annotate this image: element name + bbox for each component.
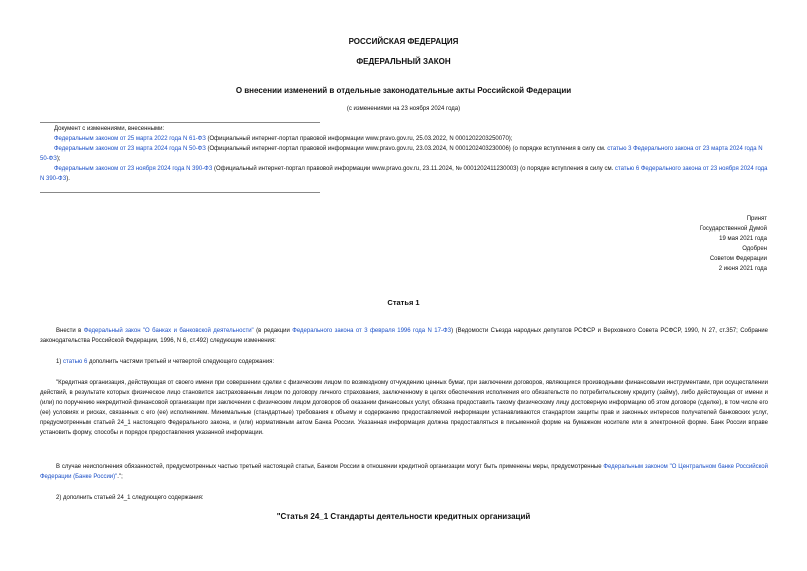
article-6-link[interactable]: статью 6: [63, 359, 88, 365]
change-link[interactable]: Федеральным законом от 23 марта 2024 года N 50-ФЗ: [54, 146, 206, 152]
banks-law-link[interactable]: Федеральный закон "О банках и банковской деятельности": [83, 328, 254, 334]
article-1-heading: Статья 1: [387, 298, 420, 307]
change-link[interactable]: Федеральным законом от 23 ноября 2024 года N 390-ФЗ: [54, 166, 213, 172]
adoption-block: [607, 214, 767, 274]
changes-bottom-divider: [40, 192, 320, 193]
change-text: (Официальный интернет-портал правовой информации www.pravo.gov.ru, 23.03.2024, N 0001202403230006) (о порядке вступления в силу см.: [205, 146, 608, 152]
article-1-paragraph-5: 2) дополнить статьей 24_1 следующего содержания:: [56, 495, 204, 501]
change-text: (Официальный интернет-портал правовой информации www.pravo.gov.ru, 25.03.2022, N 0001202203250070);: [205, 136, 513, 142]
federation-heading: РОССИЙСКАЯ ФЕДЕРАЦИЯ: [348, 37, 459, 46]
change-item: [40, 144, 768, 164]
article-1-paragraph-2: 1) статью 6 дополнить частями третьей и четвертой следующего содержания:: [56, 359, 275, 365]
council-date: 2 июня 2021 года: [718, 266, 767, 272]
document-title: О внесении изменений в отдельные законодательные акты Российской Федерации: [235, 86, 572, 95]
changes-top-divider: [40, 122, 320, 123]
approved-label: Одобрен: [742, 246, 767, 252]
change-tail: ).: [66, 176, 70, 182]
article-24-1-heading: "Статья 24_1 Стандарты деятельности кредитных организаций: [276, 512, 531, 521]
change-text: (Официальный интернет-портал правовой информации www.pravo.gov.ru, 23.11.2024, № 0001202411230003) (о порядке вступления в силу см.: [212, 166, 615, 172]
accepted-label: Принят: [746, 216, 767, 222]
article-1-paragraph-4: В случае неисполнения обязанностей, предусмотренных частью третьей настоящей статьи, Банком России в отношении кредитной организации могут быть применены меры, предусмотренные Федеральным законом "О Центральном банке Российской Федерации (Банке России)".";: [40, 464, 769, 480]
law-17fz-link[interactable]: Федерального закона от 3 февраля 1996 года N 17-ФЗ: [292, 328, 452, 334]
central-bank-law-link[interactable]: Федеральным законом "О Центральном банке Российской Федерации (Банке России)": [40, 464, 769, 480]
duma-label: Государственной Думой: [699, 226, 767, 232]
change-item: [40, 164, 768, 184]
council-label: Советом Федерации: [709, 256, 767, 262]
change-link[interactable]: Федеральным законом от 25 марта 2022 года N 61-ФЗ: [54, 136, 206, 142]
change-item: [40, 134, 768, 144]
change-article-link[interactable]: статью 6 Федерального закона от 23 ноября 2024 года N 390-ФЗ: [40, 166, 768, 182]
document-subtitle: (с изменениями на 23 ноября 2024 года): [346, 106, 461, 112]
changes-block: [40, 124, 768, 184]
law-type-heading: ФЕДЕРАЛЬНЫЙ ЗАКОН: [356, 57, 451, 66]
change-article-link[interactable]: статью 3 Федерального закона от 23 марта 2024 года N 50-ФЗ: [40, 146, 763, 162]
article-1-paragraph-3: "Кредитная организация, действующая от своего имени при совершении сделки с физическим лицом по возмездному отчуждению ценных бумаг, при заключении договоров, являющихся производными финансовыми инструментами, при осуществлении действий, в результате которых физическое лицо становится застрахованным лицом по договору личного страхования, заключенному в целях обеспечения исполнения его обязательств по потребительскому кредиту (займу), либо действующая от имени и (или) по поручению некредитной финансовой организации при заключении с физическим лицом договоров об оказании финансовых услуг, обязана предоставить такому физическому лицу достоверную информацию об этом договоре (сделке), в том числе его (ее) условиях и рисках, связанных с его (ее) исполнением. Минимальные (стандартные) требования к объему и содержанию предоставляемой информации устанавливаются стандартом защиты прав и законных интересов получателей банковских услуг, предусмотренным статьей 24_1 настоящего Федерального закона, и (или) нормативным актом Банка России. Указанная информация должна предоставляться в письменной форме на бумажном носителе или в электронной форме. Банк России вправе установить форму, способы и порядок предоставления указанной информации.: [40, 380, 768, 436]
changes-intro: Документ с изменениями, внесенными:: [54, 126, 165, 132]
change-tail: );: [56, 156, 61, 162]
article-1-paragraph-1: Внести в Федеральный закон "О банках и банковской деятельности" (в редакции Федерального закона от 3 февраля 1996 года N 17-ФЗ) (Ведомости Съезда народных депутатов РСФСР и Верховного Совета РСФСР, 1990, N 27, ст.357; Собрание законодательства Российской Федерации, 1996, N 6, ст.492) следующие изменения:: [40, 328, 768, 344]
duma-date: 19 мая 2021 года: [719, 236, 767, 242]
